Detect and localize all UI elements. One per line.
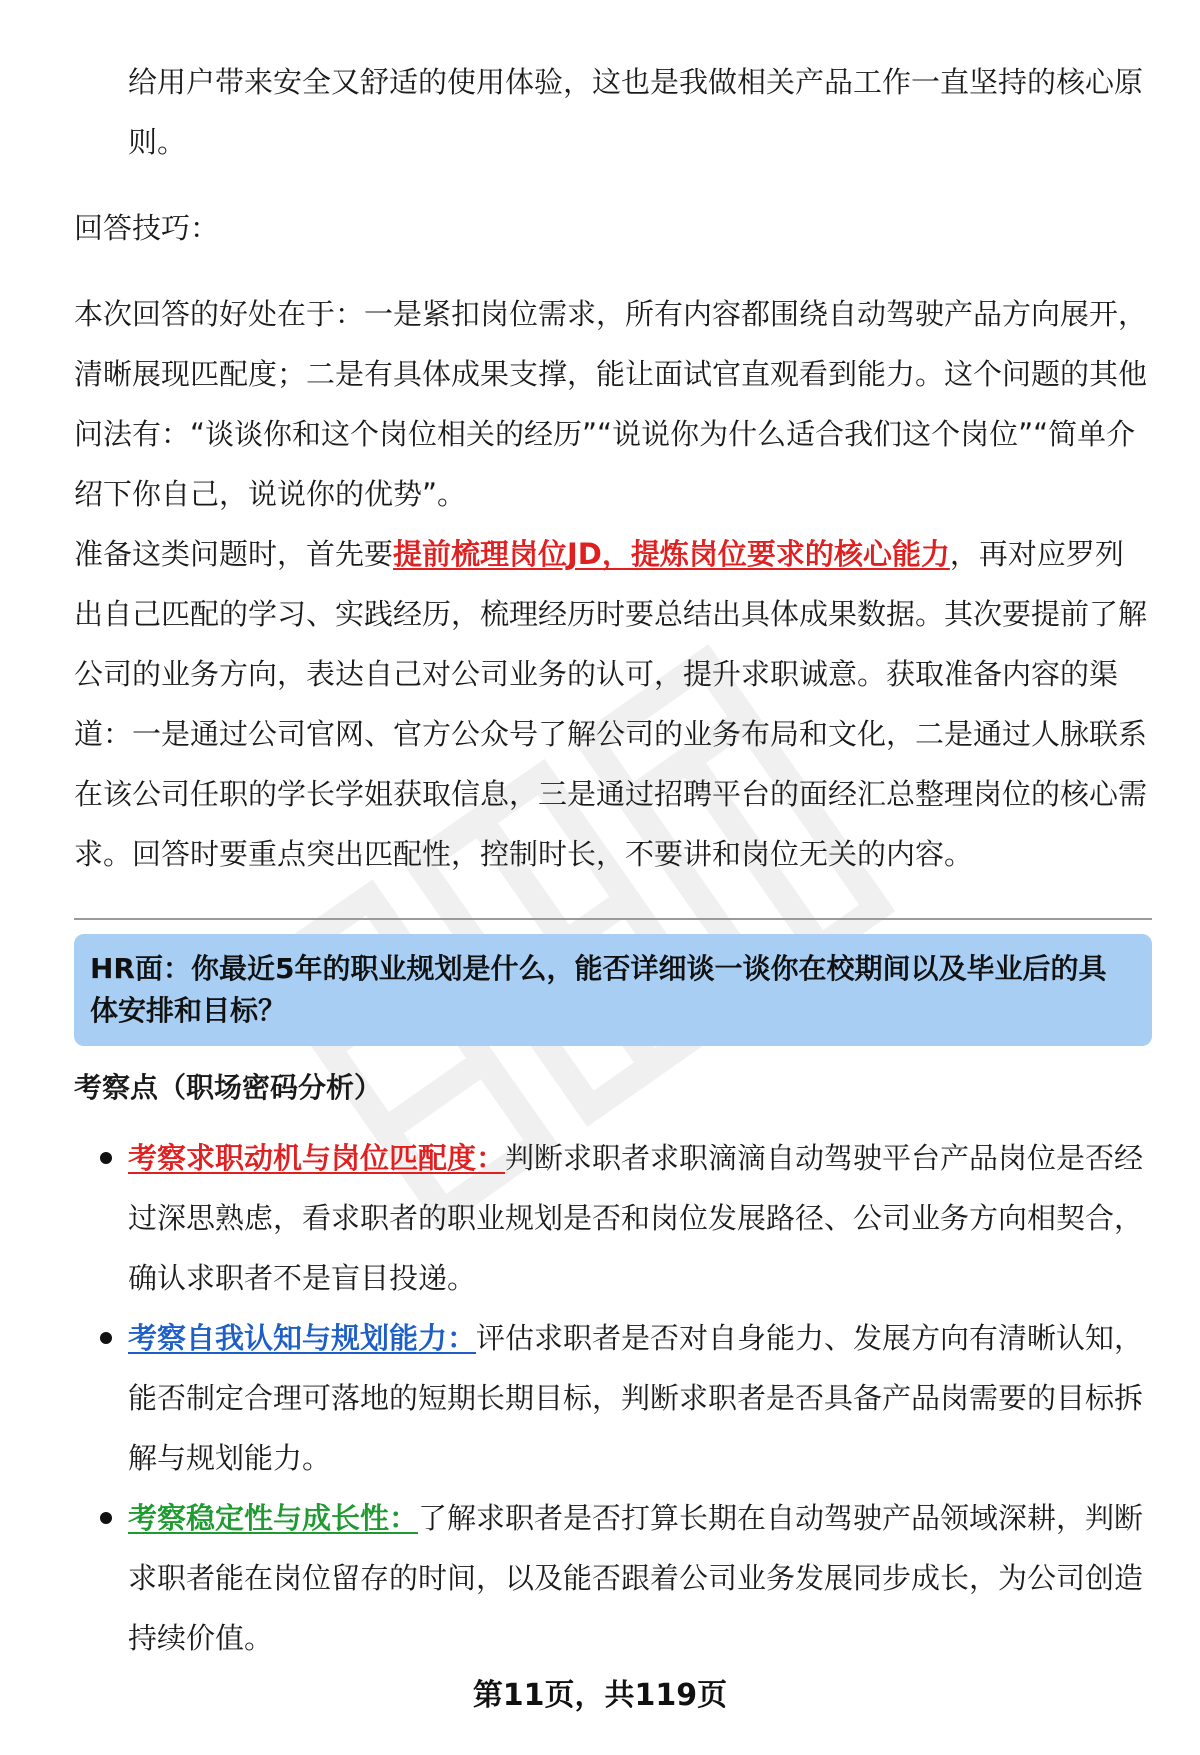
point-label-self-awareness: 考察自我认知与规划能力：: [128, 1321, 477, 1355]
bullet-icon: [100, 1512, 112, 1524]
question-text: HR面：你最近5年的职业规划是什么，能否详细谈一谈你在校期间以及毕业后的具体安排和目标？: [90, 952, 1107, 1027]
analysis-heading: 考察点（职场密码分析）: [74, 1071, 383, 1104]
point-label-motivation: 考察求职动机与岗位匹配度：: [128, 1141, 506, 1175]
tips-paragraph-1: 本次回答的好处在于：一是紧扣岗位需求，所有内容都围绕自动驾驶产品方向展开，清晰展现匹配度；二是有具体成果支撑，能让面试官直观看到能力。这个问题的其他问法有：“谈谈你和这个岗位相关的经历”“说说你为什么适合我们这个岗位”“简单介绍下你自己，说说你的优势”。: [74, 297, 1148, 511]
analysis-points-list: [74, 1128, 1152, 1668]
list-item: [74, 1488, 1152, 1668]
tips-key-highlight: 提前梳理岗位JD，提炼岗位要求的核心能力: [393, 537, 950, 571]
document-content: [74, 52, 1152, 1668]
tips-paragraph-2-lead: 准备这类问题时，首先要: [74, 537, 394, 571]
page-number: 第11页，共119页: [472, 1678, 728, 1713]
bullet-icon: [100, 1332, 112, 1344]
question-callout: [74, 934, 1152, 1046]
point-text-stability: 了解求职者是否打算长期在自动驾驶产品领域深耕，判断求职者能在岗位留存的时间，以及能否跟着公司业务发展同步成长，为公司创造持续价值。: [128, 1501, 1144, 1655]
list-item: [74, 1128, 1152, 1308]
point-label-stability: 考察稳定性与成长性：: [128, 1501, 419, 1535]
section-divider: [74, 918, 1152, 920]
bullet-icon: [100, 1152, 112, 1164]
tips-paragraph-2: [74, 524, 1152, 884]
list-item: [74, 1308, 1152, 1488]
tips-paragraph-2-rest: ，再对应罗列出自己匹配的学习、实践经历，梳理经历时要总结出具体成果数据。其次要提前了解公司的业务方向，表达自己对公司业务的认可，提升求职诚意。获取准备内容的渠道：一是通过公司官网、官方公众号了解公司的业务布局和文化，二是通过人脉联系在该公司任职的学长学姐获取信息，三是通过招聘平台的面经汇总整理岗位的核心需求。回答时要重点突出匹配性，控制时长，不要讲和岗位无关的内容。: [74, 537, 1148, 871]
point-text-motivation: 判断求职者求职滴滴自动驾驶平台产品岗位是否经过深思熟虑，看求职者的职业规划是否和岗位发展路径、公司业务方向相契合，确认求职者不是盲目投递。: [128, 1141, 1144, 1295]
tips-label: 回答技巧：: [74, 211, 220, 245]
intro-paragraph: 给用户带来安全又舒适的使用体验，这也是我做相关产品工作一直坚持的核心原则。: [128, 65, 1144, 159]
point-text-self-awareness: 评估求职者是否对自身能力、发展方向有清晰认知，能否制定合理可落地的短期长期目标，判断求职者是否具备产品岗需要的目标拆解与规划能力。: [128, 1321, 1144, 1475]
